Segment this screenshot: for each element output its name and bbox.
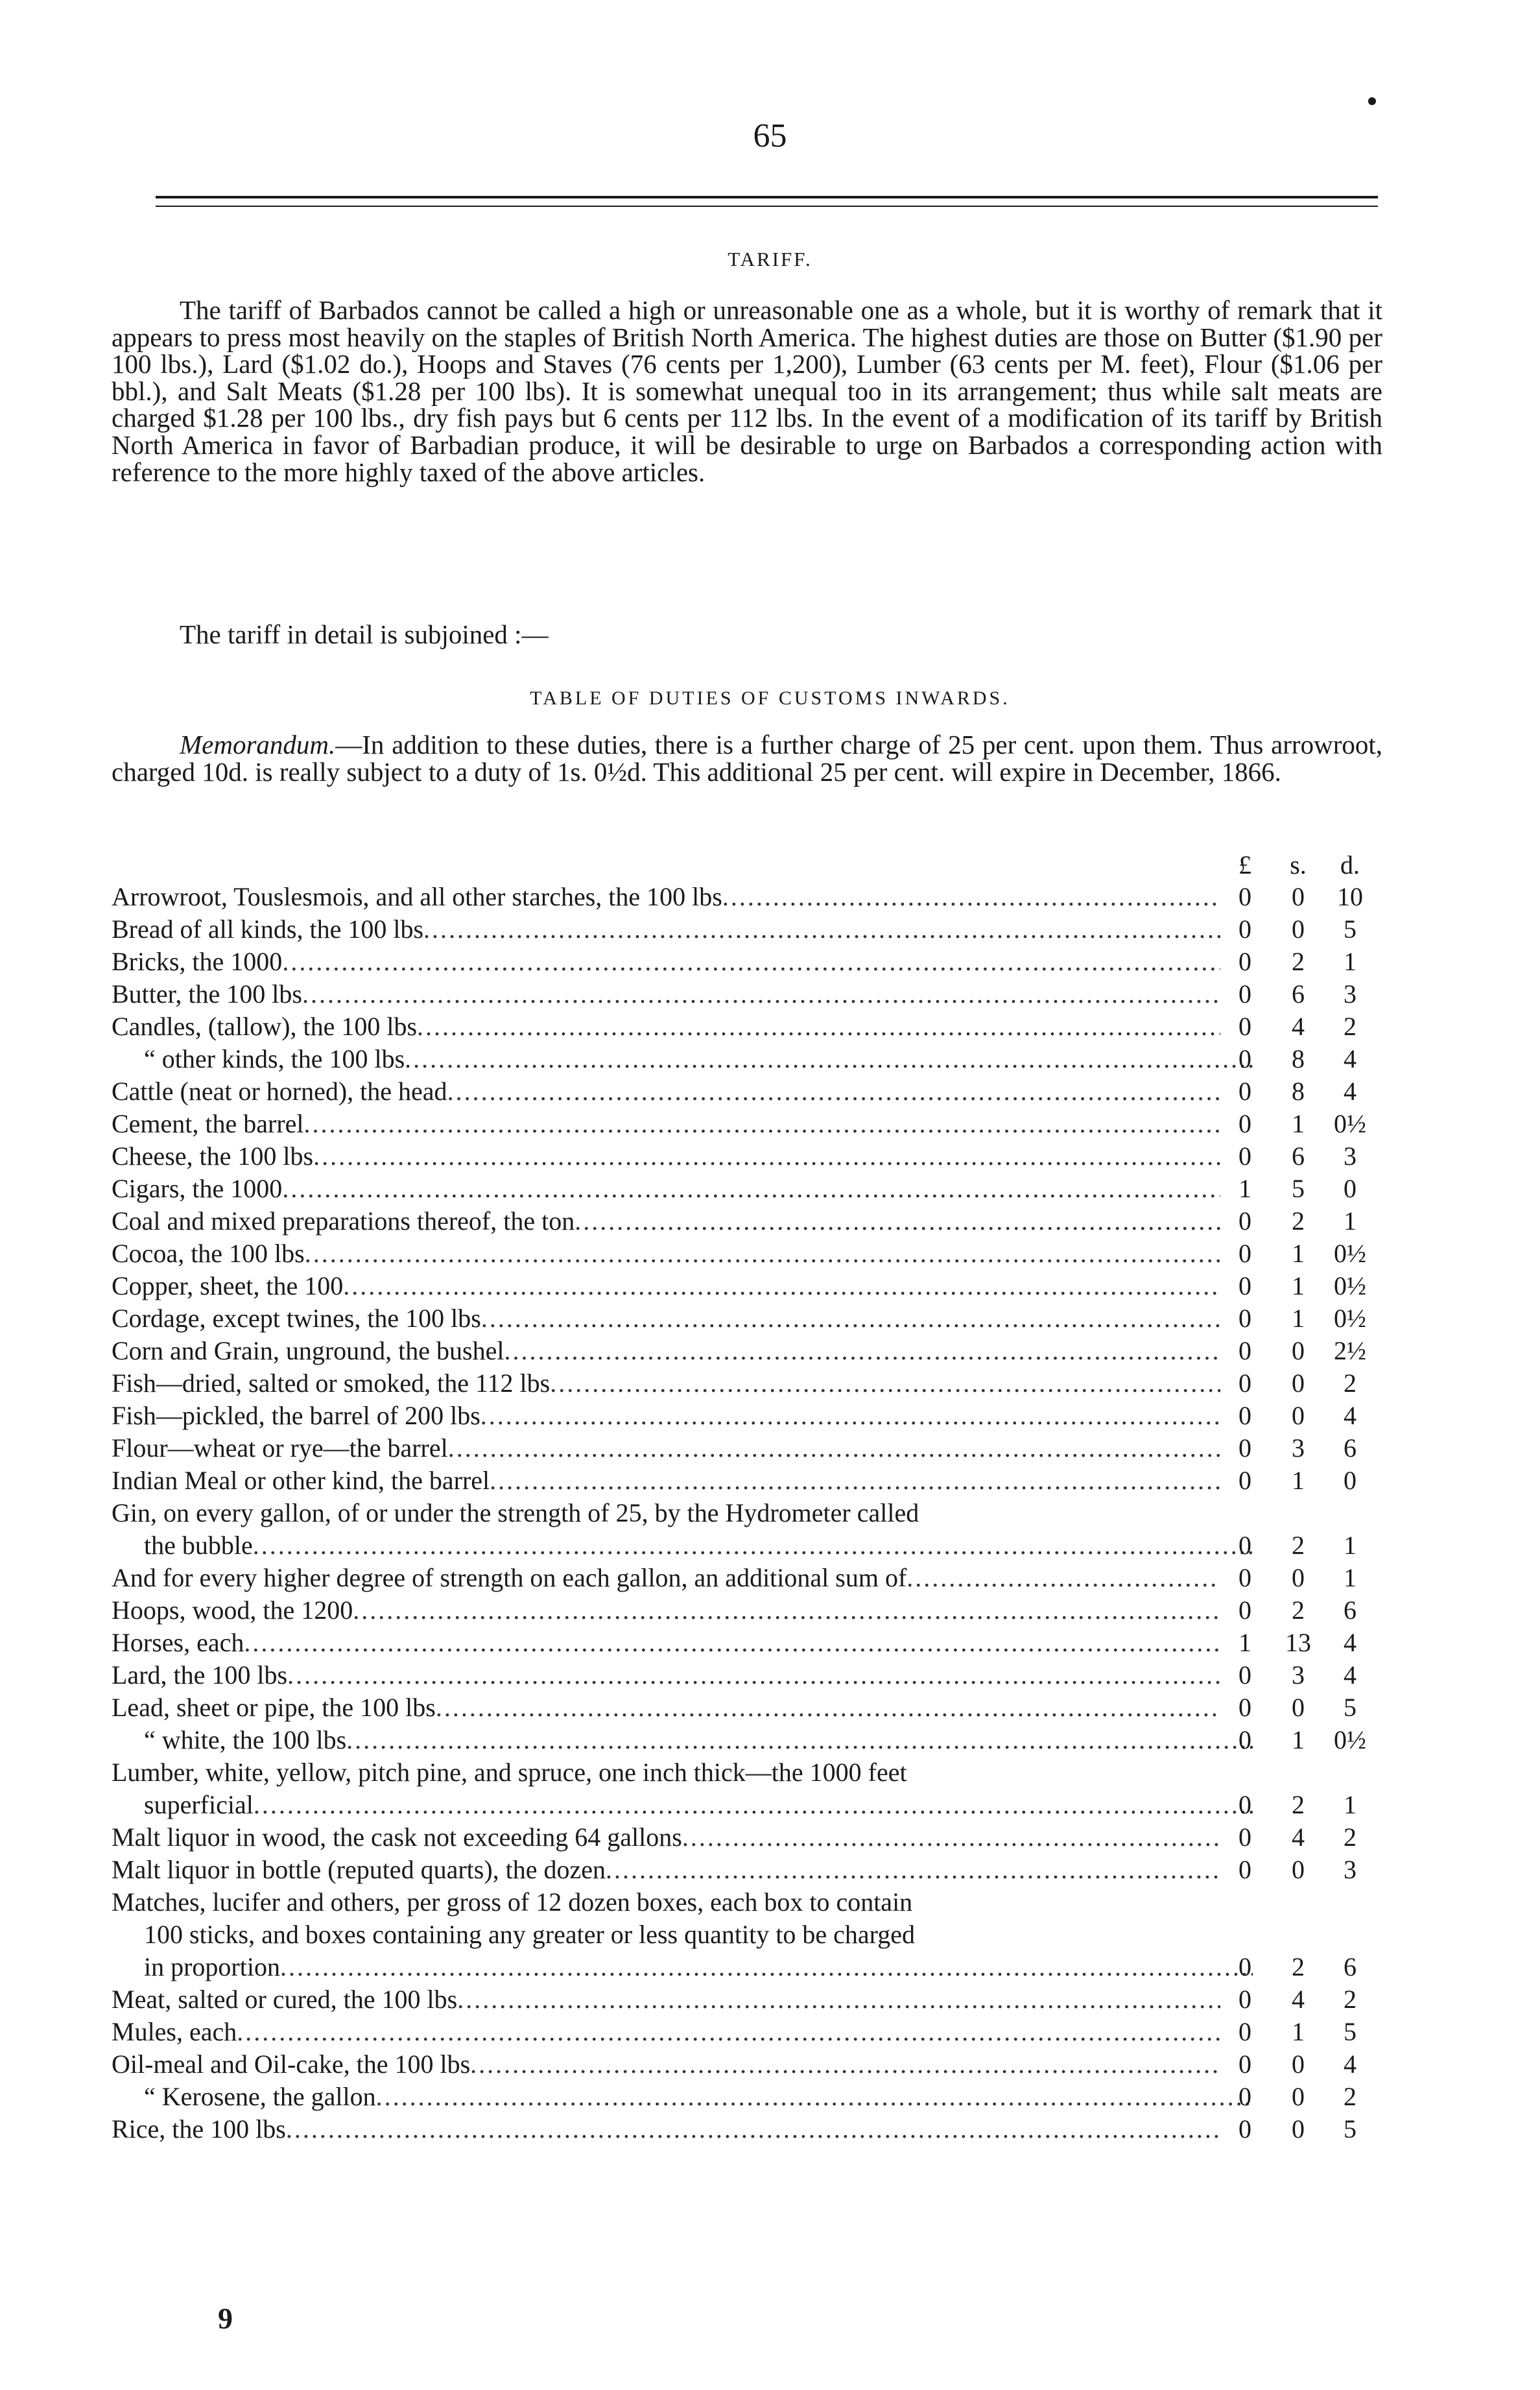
page-number: 65 xyxy=(753,117,787,154)
table-row xyxy=(112,1918,1382,1951)
pence-value: 2 xyxy=(1344,1368,1356,1398)
shillings-value: 1 xyxy=(1292,1725,1305,1754)
shillings-value: 4 xyxy=(1292,1985,1305,2014)
pence-value: 10 xyxy=(1337,882,1363,911)
duty-description-text: Indian Meal or other kind, the barrel xyxy=(112,1466,490,1495)
pence-value: 1 xyxy=(1344,1563,1356,1592)
pounds-value: 0 xyxy=(1238,914,1251,944)
duty-description xyxy=(112,1821,1220,1854)
shillings-value: 1 xyxy=(1292,2017,1305,2046)
pence-value: 1 xyxy=(1344,1206,1356,1236)
table-row xyxy=(112,1205,1382,1237)
dot-leader xyxy=(550,1367,1220,1400)
shillings-value: 0 xyxy=(1292,1336,1305,1365)
pence-value: 4 xyxy=(1344,1044,1356,1073)
table-row xyxy=(112,1659,1382,1691)
shillings-header: s. xyxy=(1290,850,1307,879)
shillings-value: 0 xyxy=(1292,1563,1305,1592)
duty-description xyxy=(112,2016,1220,2048)
pence-value: 0½ xyxy=(1334,1725,1366,1754)
duty-description xyxy=(112,1335,1220,1367)
duty-description xyxy=(112,2081,1253,2113)
duty-description xyxy=(112,1043,1253,1075)
table-row xyxy=(112,2081,1382,2113)
table-row xyxy=(112,1983,1382,2016)
duty-description-text: Oil-meal and Oil-cake, the 100 lbs xyxy=(112,2049,471,2079)
table-row xyxy=(112,2113,1382,2145)
duty-description-text: Coal and mixed preparations thereof, the ton xyxy=(112,1206,575,1236)
duty-description xyxy=(112,1886,1220,1918)
duty-description xyxy=(112,1659,1220,1691)
pounds-value: 0 xyxy=(1238,1141,1251,1171)
duty-description xyxy=(112,1562,1220,1594)
table-row xyxy=(112,1756,1382,1789)
memorandum-text: —In addition to these duties, there is a further charge of 25 per cent. upon them. Thus arrowroot, charged 10d. is really subject to a duty of 1s. 0½d. This additional 25 per cent. will expire in December, 1866. xyxy=(112,730,1382,787)
pounds-value: 0 xyxy=(1238,1660,1251,1690)
pounds-value: 0 xyxy=(1238,1044,1251,1073)
pounds-value: 0 xyxy=(1238,1368,1251,1398)
duty-description xyxy=(112,2113,1220,2145)
shillings-value: 8 xyxy=(1292,1077,1305,1106)
pence-value: 3 xyxy=(1344,1855,1356,1884)
table-row xyxy=(112,2048,1382,2081)
duty-description xyxy=(112,1400,1220,1432)
shillings-value: 2 xyxy=(1292,1595,1305,1625)
pence-value: 4 xyxy=(1344,1401,1356,1430)
pence-value: 1 xyxy=(1344,1790,1356,1819)
table-row xyxy=(112,1854,1382,1886)
pounds-value: 0 xyxy=(1238,979,1251,1009)
table-row xyxy=(112,1789,1382,1821)
dot-leader xyxy=(302,978,1220,1010)
duty-description-text: Lead, sheet or pipe, the 100 lbs xyxy=(112,1693,436,1722)
shillings-value: 0 xyxy=(1292,2114,1305,2144)
pence-value: 1 xyxy=(1344,947,1356,976)
shillings-value: 2 xyxy=(1292,1790,1305,1819)
pence-value: 2½ xyxy=(1334,1336,1366,1365)
dot-leader xyxy=(417,1010,1220,1043)
duty-description-text: Cigars, the 1000 xyxy=(112,1174,283,1203)
table-row xyxy=(112,1108,1382,1140)
shillings-value: 13 xyxy=(1285,1628,1311,1657)
pounds-value: 0 xyxy=(1238,1693,1251,1722)
pounds-value: 0 xyxy=(1238,1271,1251,1300)
duties-table xyxy=(112,881,1382,2145)
dot-leader xyxy=(237,2016,1220,2048)
pounds-value: 0 xyxy=(1238,1563,1251,1592)
shillings-value: 5 xyxy=(1292,1174,1305,1203)
pence-header: d. xyxy=(1340,850,1360,879)
dot-leader xyxy=(436,1691,1220,1724)
duty-description xyxy=(112,1724,1253,1756)
pounds-value: 0 xyxy=(1238,1822,1251,1852)
shillings-value: 1 xyxy=(1292,1239,1305,1268)
shillings-value: 2 xyxy=(1292,1952,1305,1981)
duty-description-text: Malt liquor in wood, the cask not exceeding 64 gallons xyxy=(112,1822,682,1852)
duty-description-text: “ white, the 100 lbs xyxy=(144,1725,347,1754)
dot-leader xyxy=(457,1983,1220,2016)
ink-dot xyxy=(1368,97,1376,105)
pounds-value: 0 xyxy=(1238,1206,1251,1236)
duty-description-text: Lumber, white, yellow, pitch pine, and spruce, one inch thick—the 1000 feet xyxy=(112,1758,907,1787)
pence-value: 5 xyxy=(1344,914,1356,944)
table-row xyxy=(112,1140,1382,1173)
dot-leader xyxy=(353,1594,1220,1627)
duty-description xyxy=(112,2048,1220,2081)
duty-description-text: in proportion xyxy=(144,1952,280,1981)
duty-description xyxy=(112,1270,1220,1302)
duty-description xyxy=(112,1108,1220,1140)
duty-description xyxy=(112,1205,1220,1237)
shillings-value: 8 xyxy=(1292,1044,1305,1073)
header-rule-thick xyxy=(156,196,1378,198)
duty-description-text: Rice, the 100 lbs xyxy=(112,2114,286,2144)
table-row xyxy=(112,978,1382,1010)
dot-leader xyxy=(286,2113,1220,2145)
pence-value: 4 xyxy=(1344,1077,1356,1106)
shillings-value: 6 xyxy=(1292,979,1305,1009)
pounds-value: 0 xyxy=(1238,1401,1251,1430)
duty-description xyxy=(112,1075,1220,1108)
duty-description xyxy=(112,1140,1220,1173)
pounds-value: 0 xyxy=(1238,882,1251,911)
shillings-value: 1 xyxy=(1292,1304,1305,1333)
dot-leader xyxy=(287,1659,1220,1691)
shillings-value: 0 xyxy=(1292,914,1305,944)
shillings-value: 1 xyxy=(1292,1466,1305,1495)
table-row xyxy=(112,1464,1382,1497)
table-row xyxy=(112,1886,1382,1918)
duty-description xyxy=(112,978,1220,1010)
shillings-value: 4 xyxy=(1292,1012,1305,1041)
pounds-value: 0 xyxy=(1238,1012,1251,1041)
table-row xyxy=(112,1497,1382,1529)
pence-value: 5 xyxy=(1344,2114,1356,2144)
pence-value: 0½ xyxy=(1334,1239,1366,1268)
duty-description xyxy=(112,1497,1220,1529)
duty-description-text: “ other kinds, the 100 lbs xyxy=(144,1044,405,1073)
dot-leader xyxy=(423,913,1220,946)
duty-description-text: Gin, on every gallon, of or under the strength of 25, by the Hydrometer called xyxy=(112,1498,919,1527)
pence-value: 2 xyxy=(1344,1985,1356,2014)
dot-leader xyxy=(490,1464,1220,1497)
dot-leader xyxy=(682,1821,1220,1854)
table-row xyxy=(112,1075,1382,1108)
shillings-value: 6 xyxy=(1292,1141,1305,1171)
table-row xyxy=(112,1335,1382,1367)
table-row xyxy=(112,1043,1382,1075)
duty-description-text: Fish—pickled, the barrel of 200 lbs xyxy=(112,1401,480,1430)
shillings-value: 1 xyxy=(1292,1109,1305,1138)
pence-value: 0 xyxy=(1344,1466,1356,1495)
duty-description xyxy=(112,881,1220,913)
pounds-value: 0 xyxy=(1238,1304,1251,1333)
duty-description-text: Cocoa, the 100 lbs xyxy=(112,1239,305,1268)
dot-leader xyxy=(405,1043,1253,1075)
pence-value: 1 xyxy=(1344,1531,1356,1560)
table-row xyxy=(112,1951,1382,1983)
duty-description-text: superficial xyxy=(144,1790,254,1819)
duty-description xyxy=(112,1627,1220,1659)
pounds-header: £ xyxy=(1238,850,1251,879)
dot-leader xyxy=(470,2048,1220,2081)
table-row xyxy=(112,1173,1382,1205)
duty-description-text: Mules, each xyxy=(112,2017,237,2046)
dot-leader xyxy=(481,1302,1220,1335)
duty-description xyxy=(112,913,1220,946)
duty-description xyxy=(112,1010,1220,1043)
duty-description xyxy=(112,1367,1220,1400)
subjoin-text: The tariff in detail is subjoined :— xyxy=(180,619,549,649)
dot-leader xyxy=(376,2081,1253,2113)
table-row xyxy=(112,1237,1382,1270)
pence-value: 0½ xyxy=(1334,1109,1366,1138)
table-row xyxy=(112,1562,1382,1594)
duty-description-text: Butter, the 100 lbs xyxy=(112,979,302,1009)
duty-description xyxy=(112,1464,1220,1497)
pence-value: 2 xyxy=(1344,1012,1356,1041)
duty-description xyxy=(112,1983,1220,2016)
dot-leader xyxy=(906,1562,1220,1594)
pounds-value: 0 xyxy=(1238,1466,1251,1495)
table-row xyxy=(112,1724,1382,1756)
duty-description xyxy=(112,1432,1220,1464)
duty-description-text: Flour—wheat or rye—the barrel xyxy=(112,1433,448,1463)
table-row xyxy=(112,1367,1382,1400)
shillings-value: 0 xyxy=(1292,1368,1305,1398)
table-row xyxy=(112,1432,1382,1464)
table-row xyxy=(112,1821,1382,1854)
duty-description xyxy=(112,1237,1220,1270)
shillings-value: 0 xyxy=(1292,1855,1305,1884)
pence-value: 0½ xyxy=(1334,1271,1366,1300)
dot-leader xyxy=(447,1075,1220,1108)
pence-value: 4 xyxy=(1344,2049,1356,2079)
duty-description xyxy=(112,1789,1253,1821)
pounds-value: 0 xyxy=(1238,947,1251,976)
duty-description xyxy=(112,1302,1220,1335)
memorandum-label: Memorandum. xyxy=(180,730,336,759)
dot-leader xyxy=(254,1789,1253,1821)
pence-value: 6 xyxy=(1344,1595,1356,1625)
pounds-value: 0 xyxy=(1238,1790,1251,1819)
pounds-value: 0 xyxy=(1238,1952,1251,1981)
table-row xyxy=(112,1627,1382,1659)
shillings-value: 3 xyxy=(1292,1433,1305,1463)
pence-value: 2 xyxy=(1344,2082,1356,2111)
duty-description-text: Cordage, except twines, the 100 lbs xyxy=(112,1304,481,1333)
duty-description xyxy=(112,1529,1253,1562)
duty-description-text: Cattle (neat or horned), the head xyxy=(112,1077,447,1106)
signature-mark: 9 xyxy=(218,2302,233,2335)
shillings-value: 4 xyxy=(1292,1822,1305,1852)
memorandum-paragraph xyxy=(112,732,1382,785)
duty-description-text: Lard, the 100 lbs xyxy=(112,1660,288,1690)
pounds-value: 0 xyxy=(1238,1855,1251,1884)
duty-description-text: “ Kerosene, the gallon xyxy=(144,2082,376,2111)
duty-description-text: Malt liquor in bottle (reputed quarts), the dozen xyxy=(112,1855,606,1884)
shillings-value: 2 xyxy=(1292,1531,1305,1560)
table-row xyxy=(112,1400,1382,1432)
dot-leader xyxy=(480,1400,1220,1432)
intro-paragraph: The tariff of Barbados cannot be called a high or unreasonable one as a whole, but it is worthy of remark that it appears to press most heavily on the staples of British North America. The highest duties are those on Butter ($1.90 per 100 lbs.), Lard ($1.02 do.), Hoops and Staves (76 cents per 1,200), Lumber (63 cents per M. feet), Flour ($1.06 per bbl.), and Salt Meats ($1.28 per 100 lbs). It is somewhat unequal too in its arrangement; thus while salt meats are charged $1.28 per 100 lbs., dry fish pays but 6 cents per 112 lbs. In the event of a modification of its tariff by British North America in favor of Barbadian produce, it will be desirable to urge on Barbados a corresponding action with reference to the more highly taxed of the above articles. xyxy=(112,295,1382,487)
dot-leader xyxy=(448,1432,1220,1464)
duty-description-text: Meat, salted or cured, the 100 lbs xyxy=(112,1985,458,2014)
shillings-value: 0 xyxy=(1292,882,1305,911)
dot-leader xyxy=(575,1205,1220,1237)
shillings-value: 2 xyxy=(1292,1206,1305,1236)
pence-value: 6 xyxy=(1344,1433,1356,1463)
dot-leader xyxy=(313,1140,1220,1173)
pounds-value: 0 xyxy=(1238,1531,1251,1560)
pence-value: 5 xyxy=(1344,2017,1356,2046)
pence-value: 3 xyxy=(1344,1141,1356,1171)
table-row xyxy=(112,2016,1382,2048)
dot-leader xyxy=(304,1108,1220,1140)
table-row xyxy=(112,1010,1382,1043)
duty-description-text: Bricks, the 1000 xyxy=(112,947,283,976)
table-row xyxy=(112,1691,1382,1724)
pounds-value: 0 xyxy=(1238,2049,1251,2079)
table-row xyxy=(112,1529,1382,1562)
duty-description-text: Horses, each xyxy=(112,1628,244,1657)
pounds-value: 0 xyxy=(1238,1336,1251,1365)
duty-description-text: 100 sticks, and boxes containing any greater or less quantity to be charged xyxy=(144,1920,915,1949)
duty-description-text: Bread of all kinds, the 100 lbs xyxy=(112,914,424,944)
pence-value: 2 xyxy=(1344,1822,1356,1852)
dot-leader xyxy=(305,1237,1220,1270)
duty-description xyxy=(112,1951,1253,1983)
duty-description-text: Candles, (tallow), the 100 lbs xyxy=(112,1012,418,1041)
duty-description-text: Arrowroot, Touslesmois, and all other starches, the 100 lbs xyxy=(112,882,722,911)
dot-leader xyxy=(343,1270,1220,1302)
duty-description xyxy=(112,1594,1220,1627)
shillings-value: 3 xyxy=(1292,1660,1305,1690)
dot-leader xyxy=(722,881,1220,913)
pounds-value: 0 xyxy=(1238,1725,1251,1754)
pence-value: 4 xyxy=(1344,1628,1356,1657)
pence-value: 3 xyxy=(1344,979,1356,1009)
pounds-value: 1 xyxy=(1238,1174,1251,1203)
shillings-value: 0 xyxy=(1292,2049,1305,2079)
table-row xyxy=(112,946,1382,978)
duty-description-text: And for every higher degree of strength on each gallon, an additional sum of xyxy=(112,1563,907,1592)
pence-value: 5 xyxy=(1344,1693,1356,1722)
pounds-value: 0 xyxy=(1238,2017,1251,2046)
dot-leader xyxy=(606,1854,1220,1886)
duty-description-text: Fish—dried, salted or smoked, the 112 lbs xyxy=(112,1368,551,1398)
header-rule-thin xyxy=(156,206,1378,207)
table-heading: TABLE OF DUTIES OF CUSTOMS INWARDS. xyxy=(530,687,1010,709)
pounds-value: 0 xyxy=(1238,2114,1251,2144)
shillings-value: 0 xyxy=(1292,1693,1305,1722)
pounds-value: 1 xyxy=(1238,1628,1251,1657)
shillings-value: 2 xyxy=(1292,947,1305,976)
duty-description-text: Cheese, the 100 lbs xyxy=(112,1141,314,1171)
duty-description xyxy=(112,1918,1253,1951)
duty-description xyxy=(112,1854,1220,1886)
pounds-value: 0 xyxy=(1238,1985,1251,2014)
dot-leader xyxy=(280,1951,1253,1983)
pence-value: 0½ xyxy=(1334,1304,1366,1333)
duty-description-text: Copper, sheet, the 100 xyxy=(112,1271,344,1300)
dot-leader xyxy=(282,1173,1220,1205)
pounds-value: 0 xyxy=(1238,1433,1251,1463)
pounds-value: 0 xyxy=(1238,1109,1251,1138)
pounds-value: 0 xyxy=(1238,2082,1251,2111)
pence-value: 6 xyxy=(1344,1952,1356,1981)
pounds-value: 0 xyxy=(1238,1595,1251,1625)
duty-description xyxy=(112,1691,1220,1724)
shillings-value: 1 xyxy=(1292,1271,1305,1300)
duty-description-text: Corn and Grain, unground, the bushel xyxy=(112,1336,504,1365)
shillings-value: 0 xyxy=(1292,2082,1305,2111)
pounds-value: 0 xyxy=(1238,1239,1251,1268)
duty-description xyxy=(112,1173,1220,1205)
duty-description-text: the bubble xyxy=(144,1531,253,1560)
dot-leader xyxy=(282,946,1220,978)
duty-description-text: Matches, lucifer and others, per gross of 12 dozen boxes, each box to contain xyxy=(112,1887,913,1917)
table-row xyxy=(112,1594,1382,1627)
section-heading-tariff: TARIFF. xyxy=(728,248,812,270)
dot-leader xyxy=(504,1335,1220,1367)
duty-description-text: Hoops, wood, the 1200 xyxy=(112,1595,353,1625)
dot-leader xyxy=(244,1627,1220,1659)
duty-description xyxy=(112,946,1220,978)
table-row xyxy=(112,881,1382,913)
table-row xyxy=(112,913,1382,946)
table-row xyxy=(112,1302,1382,1335)
duty-description xyxy=(112,1756,1220,1789)
table-row xyxy=(112,1270,1382,1302)
dot-leader xyxy=(253,1529,1253,1562)
duty-description-text: Cement, the barrel xyxy=(112,1109,304,1138)
pence-value: 0 xyxy=(1344,1174,1356,1203)
dot-leader xyxy=(346,1724,1253,1756)
shillings-value: 0 xyxy=(1292,1401,1305,1430)
pence-value: 4 xyxy=(1344,1660,1356,1690)
pounds-value: 0 xyxy=(1238,1077,1251,1106)
